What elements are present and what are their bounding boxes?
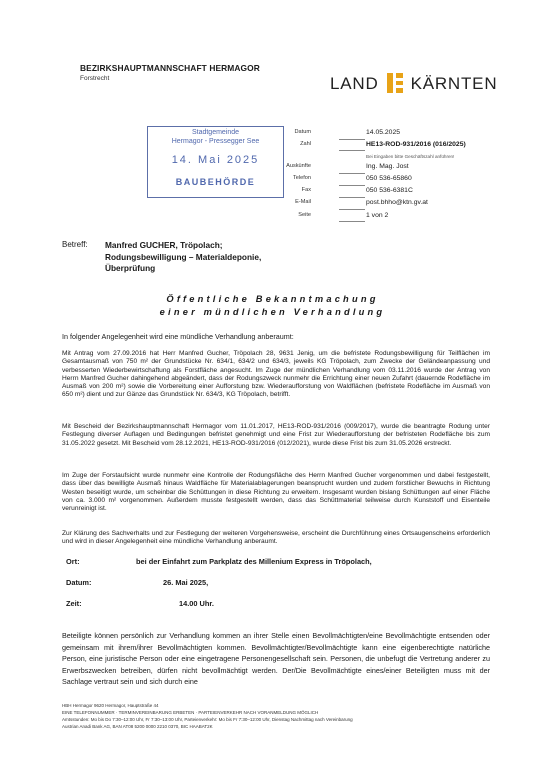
body-paragraph-1: Mit Antrag vom 27.09.2016 hat Herr Manfred Gucher, Tröpolach 28, 9631 Jenig, um die befristete Rodungsbewilligung für Teilflächen im Gesamtausmaß von 750 m² der Grundstücke Nr. 634/1, 634/2 und 634/3, jeweils KG Tröpolach, zum Zwecke der Geländeanpassung und verbesserten Wiederbewirtschaftung als Forstfläche angesucht. Im Zuge der mündlichen Verhandlung vom 03.11.2016 wurde der Antrag von Herrn Manfred Gucher dahingehend abgeändert, dass der Rodungszweck nunmehr die Errichtung einer neuen Zufahrt (dauernde Rodefläche im Ausmaß von 200 m²) sowie die Vorbereitung einer Aufforstung bzw. Wiederaufforstung von Waldflächen (befristete Rodefläche im Ausmaß von 650 m²) dient und zur Gänze das Grundstück Nr. 634/3, KG Tröpolach, betrifft. [62, 350, 490, 399]
divider [339, 197, 365, 198]
divider [339, 139, 365, 140]
department: Forstrecht [80, 75, 110, 82]
notice-title-line-2: einer mündlichen Verhandlung [159, 307, 386, 317]
notice-title-line-1: Öffentliche Bekanntmachung [166, 294, 379, 304]
land-kaernten-logo [330, 74, 497, 94]
meta-value: post.bhho@ktn.gv.at [366, 199, 428, 206]
divider [339, 209, 365, 210]
divider [339, 221, 365, 222]
meta-value: 050 536-65860 [366, 175, 412, 182]
closing-paragraph: Beteiligte können persönlich zur Verhandlung kommen an ihrer Stelle einen Bevollmächtigten/eine Bevollmächtigte entsenden oder gemeinsam mit ihrem/ihrer Bevollmächtigten kommen. Bevollmächtigter/Bevollmächtigte kann eine eigenberechtigte natürliche Person, eine juristische Person oder eine eingetragene Personengesellschaft sein. Personen, die unbefugt die Vertretung anderer zu Erwerbszwecken betreiben, dürfen nicht bevollmächtigt werden. Der/Die Bevollmächtigte eines/einer Beteiligten muss mit der Sachlage vertraut sein und sich durch eine [62, 631, 490, 687]
footer-line-4: Austrian Anadi Bank AG, BAN AT08 5200 0000 2210 0370, BIC HAABAT2K [62, 724, 213, 729]
reference-note: Bei Eingaben bitte Geschäftszahl anführen! [366, 154, 455, 159]
meta-value: 1 von 2 [366, 212, 389, 219]
logo-mark-icon [387, 73, 403, 93]
meta-label: E-Mail [295, 199, 311, 205]
meta-label: Telefon [292, 175, 311, 181]
meta-value: 14.05.2025 [366, 129, 401, 136]
time-value: 14.00 Uhr. [179, 599, 214, 608]
place-label: Ort: [66, 557, 80, 566]
footer-line-3: Amtsstunden: Mo bis Do 7:30–12:00 Uhr, Fr 7:30–13:00 Uhr, Parteienverkehr: Mo bis Fr 7:30–12:00 Uhr, Dienstag Nachmittag nach Vereinbarung [62, 717, 353, 722]
subject-line-3: Überprüfung [105, 263, 156, 273]
date-label: Datum: [66, 578, 92, 587]
logo-word-right: KÄRNTEN [410, 74, 498, 93]
authority-name: BEZIRKSHAUPTMANNSCHAFT HERMAGOR [80, 63, 260, 73]
meta-label: Auskünfte [286, 163, 311, 169]
meta-value: HE13-ROD-931/2016 (016/2025) [366, 141, 466, 148]
divider [339, 173, 365, 174]
stamp-line-2: Hermagor - Pressegger See [171, 138, 260, 145]
date-value: 26. Mai 2025, [163, 578, 209, 587]
subject-line-2: Rodungsbewilligung – Materialdeponie, [105, 251, 262, 262]
subject-line-1: Manfred GUCHER, Tröpolach; [105, 240, 223, 250]
meta-label: Zahl [300, 141, 311, 147]
body-paragraph-2: Mit Bescheid der Bezirkshauptmannschaft Hermagor vom 11.01.2017, HE13-ROD-931/2016 (009/2017), wurde die beantragte Rodung unter Festlegung diverser Auflagen und Bedingungen befristet genehmigt und eine Frist zur Wiederaufforstung der befristeten Rodefläche bis zum 31.05.2022 gesetzt. Mit Bescheid vom 28.12.2021, HE13-ROD-931/2016 (012/2021), wurde diese Frist bis zum 31.05.2026 erstreckt. [62, 423, 490, 447]
place-value: bei der Einfahrt zum Parkplatz des Millenium Express in Tröpolach, [136, 557, 372, 566]
stamp-date: 14. Mai 2025 [171, 154, 260, 166]
divider [339, 150, 365, 151]
meta-value: 050 536-6381C [366, 187, 413, 194]
logo-word-left: LAND [330, 74, 379, 93]
subject [105, 240, 261, 275]
footer-line-2: EINE TELEFONNUMMER · TERMINVEREINBARUNG ERBETEN · PARTEIENVERKEHR NACH VORANMELDUNG MÖGLICH [62, 710, 319, 715]
stamp-line-1: Stadtgemeinde [191, 129, 240, 136]
received-stamp [147, 126, 284, 198]
intro-paragraph: In folgender Angelegenheit wird eine mündliche Verhandlung anberaumt: [62, 332, 294, 341]
stamp-line-4: BAUBEHÖRDE [175, 177, 256, 187]
footer-line-1: HBH Hermagor 9620 Hermagor, Hauptstraße 44 [62, 703, 159, 708]
meta-label: Fax [301, 187, 311, 193]
meta-label: Datum [294, 129, 311, 135]
divider [339, 185, 365, 186]
meta-label: Seite [298, 212, 311, 218]
body-paragraph-3: Im Zuge der Forstaufsicht wurde nunmehr eine Kontrolle der Rodungsfläche des Herrn Manfred Gucher vorgenommen und dabei festgestellt, dass über das bewilligte Ausmaß hinaus Waldfläche für Materialablagerungen beansprucht wurden und zudem forstlicher Bewuchs in Richtung Westen beseitigt wurde, um scheinbar die Schüttungen in diese Richtung zu erweitern. Insgesamt wurden bislang Schüttungen auf einer Fläche von ca. 3.000 m² vorgenommen. Außerdem musste festgestellt werden, dass das Schüttmaterial teilweise durch Kunststoff und Eisenteile verunreinigt ist. [62, 472, 490, 513]
subject-label: Betreff: [62, 240, 88, 249]
meta-value: Ing. Mag. Jost [366, 163, 409, 170]
body-paragraph-4: Zur Klärung des Sachverhalts und zur Festlegung der weiteren Vorgehensweise, erscheint die Durchführung eines Ortsaugenscheins erforderlich und wird in dieser Angelegenheit eine mündliche Verhandlung anberaumt. [62, 530, 490, 546]
time-label: Zeit: [66, 599, 82, 608]
